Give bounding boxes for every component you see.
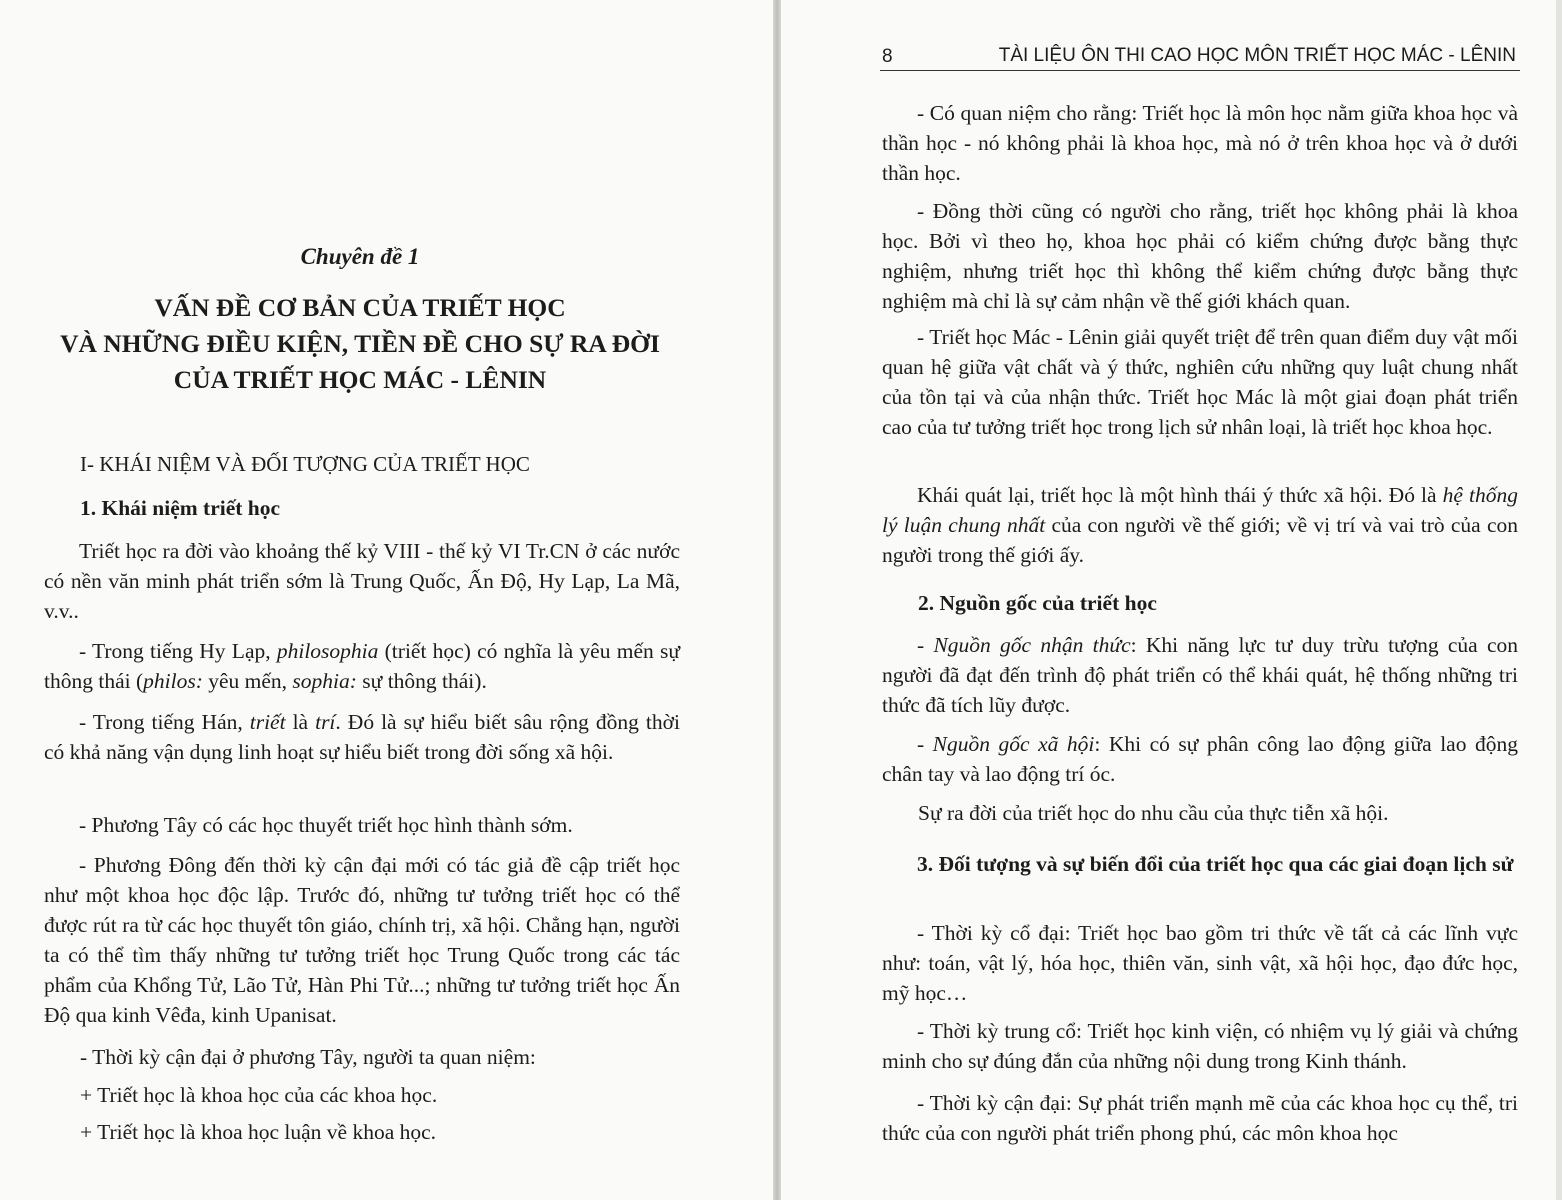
paragraph: - Đồng thời cũng có người cho rằng, triết học không phải là khoa học. Bởi vì theo họ, khoa học phải có kiểm chứng được bằng thực nghiệm, nhưng triết học thì không thể kiểm chứng được bằng thực nghiệm mà chỉ là sự cảm nhận về thế giới khách quan. (882, 199, 1518, 313)
text-run: (triết học) có nghĩa là yêu mến sự thông thái ( (44, 639, 681, 693)
paragraph: - Phương Đông đến thời kỳ cận đại mới có tác giả đề cập triết học như một khoa học độc lập. Trước đó, những tư tưởng triết học có thể được rút ra từ các học thuyết tôn giáo, chính trị, xã hội. Chẳng hạn, người ta có thể tìm thấy những tư tưởng triết học Trung Quốc trong các tác phẩm của Khổng Tử, Lão Tử, Hàn Phi Tử...; những tư tưởng triết học Ấn Độ qua kinh Vêđa, kinh Upanisat. (44, 853, 680, 1027)
paragraph (44, 707, 680, 767)
italic-term: Nguồn gốc nhận thức (933, 633, 1131, 657)
italic-term: trí (315, 710, 336, 734)
italic-term: sophia: (292, 669, 357, 693)
paragraph: - Có quan niệm cho rằng: Triết học là môn học nằm giữa khoa học và thần học - nó không phải là khoa học, mà nó ở trên khoa học và ở dưới thần học. (882, 101, 1518, 185)
subheading-object: 3. Đối tượng và sự biến đổi của triết học qua các giai đoạn lịch sử (917, 852, 1514, 876)
text-run: của con người về thế giới; về vị trí và vai trò của con người trong thế giới ấy. (882, 513, 1518, 567)
page-number: 8 (882, 46, 893, 67)
paragraph: - Thời kỳ cổ đại: Triết học bao gồm tri thức về tất cả các lĩnh vực như: toán, vật lý, hóa học, thiên văn, sinh vật, xã hội học, đạo đức học, mỹ học… (882, 921, 1518, 1005)
paragraph (882, 480, 1518, 570)
paragraph: - Thời kỳ cận đại: Sự phát triển mạnh mẽ của các khoa học cụ thể, tri thức của con người phát triển phong phú, các môn khoa học (882, 1091, 1518, 1145)
chapter-title-line: CỦA TRIẾT HỌC MÁC - LÊNIN (173, 365, 547, 394)
paragraph (44, 636, 680, 696)
text-run: Khái quát lại, triết học là một hình thái ý thức xã hội. Đó là (917, 483, 1443, 507)
section-heading: I- KHÁI NIỆM VÀ ĐỐI TƯỢNG CỦA TRIẾT HỌC (80, 452, 530, 476)
chapter-title (0, 290, 720, 398)
page-edge (1556, 0, 1562, 1200)
italic-term: philos: (143, 669, 203, 693)
book-gutter (773, 0, 781, 1200)
paragraph (882, 729, 1518, 789)
chapter-title-line: VÀ NHỮNG ĐIỀU KIỆN, TIỀN ĐỀ CHO SỰ RA ĐỜI (60, 329, 660, 358)
italic-term: Nguồn gốc xã hội (932, 732, 1095, 756)
text-run: : Khi năng lực tư duy trừu tượng của con người đã đạt đến trình độ phát triển có thể khái quát, hệ thống những tri thức đã tích lũy được. (882, 633, 1518, 717)
paragraph: Sự ra đời của triết học do nhu cầu của thực tiễn xã hội. (918, 801, 1389, 825)
paragraph: Triết học ra đời vào khoảng thế kỷ VIII - thế kỷ VI Tr.CN ở các nước có nền văn minh phát triển sớm là Trung Quốc, Ấn Độ, Hy Lạp, La Mã, v.v.. (44, 539, 680, 623)
text-run: - Trong tiếng Hán, (79, 710, 250, 734)
list-item: + Triết học là khoa học của các khoa học. (80, 1083, 438, 1107)
text-run: - (917, 633, 934, 657)
text-run: - Trong tiếng Hy Lạp, (79, 639, 277, 663)
text-run: . Đó là sự hiểu biết sâu rộng đồng thời có khả năng vận dụng linh hoạt sự hiểu biết trong đời sống xã hội. (44, 710, 680, 764)
italic-term: triết (249, 710, 286, 734)
chapter-title-line: VẤN ĐỀ CƠ BẢN CỦA TRIẾT HỌC (154, 293, 566, 322)
text-run: sự thông thái). (356, 669, 487, 693)
paragraph: - Phương Tây có các học thuyết triết học hình thành sớm. (79, 813, 573, 837)
text-run: : Khi có sự phân công lao động giữa lao động chân tay và lao động trí óc. (882, 732, 1518, 786)
chapter-label: Chuyên đề 1 (300, 244, 420, 269)
text-run: là (285, 710, 316, 734)
subheading-concept: 1. Khái niệm triết học (80, 496, 281, 520)
text-run: - (917, 732, 933, 756)
list-item: + Triết học là khoa học luận về khoa học. (80, 1120, 437, 1144)
paragraph (882, 630, 1518, 720)
paragraph: - Triết học Mác - Lênin giải quyết triệt để trên quan điểm duy vật mối quan hệ giữa vật chất và ý thức, nghiên cứu những quy luật chung nhất của tồn tại và của nhận thức. Triết học Mác là một giai đoạn phát triển cao của tư tưởng triết học trong lịch sử nhân loại, là triết học khoa học. (882, 325, 1518, 439)
left-page (0, 0, 773, 1200)
paragraph: - Thời kỳ cận đại ở phương Tây, người ta quan niệm: (80, 1045, 536, 1069)
italic-term: hệ thống lý luận chung nhất (882, 483, 1518, 537)
header-title: TÀI LIỆU ÔN THI CAO HỌC MÔN TRIẾT HỌC MÁC - LÊNIN (998, 45, 1516, 66)
running-header (880, 42, 1520, 71)
text-run: yêu mến, (202, 669, 293, 693)
paragraph: - Thời kỳ trung cổ: Triết học kinh viện, có nhiệm vụ lý giải và chứng minh cho sự đúng đắn của những nội dung trong Kinh thánh. (882, 1019, 1518, 1073)
subheading-origin: 2. Nguồn gốc của triết học (918, 591, 1157, 615)
italic-term: philosophia (276, 639, 379, 663)
